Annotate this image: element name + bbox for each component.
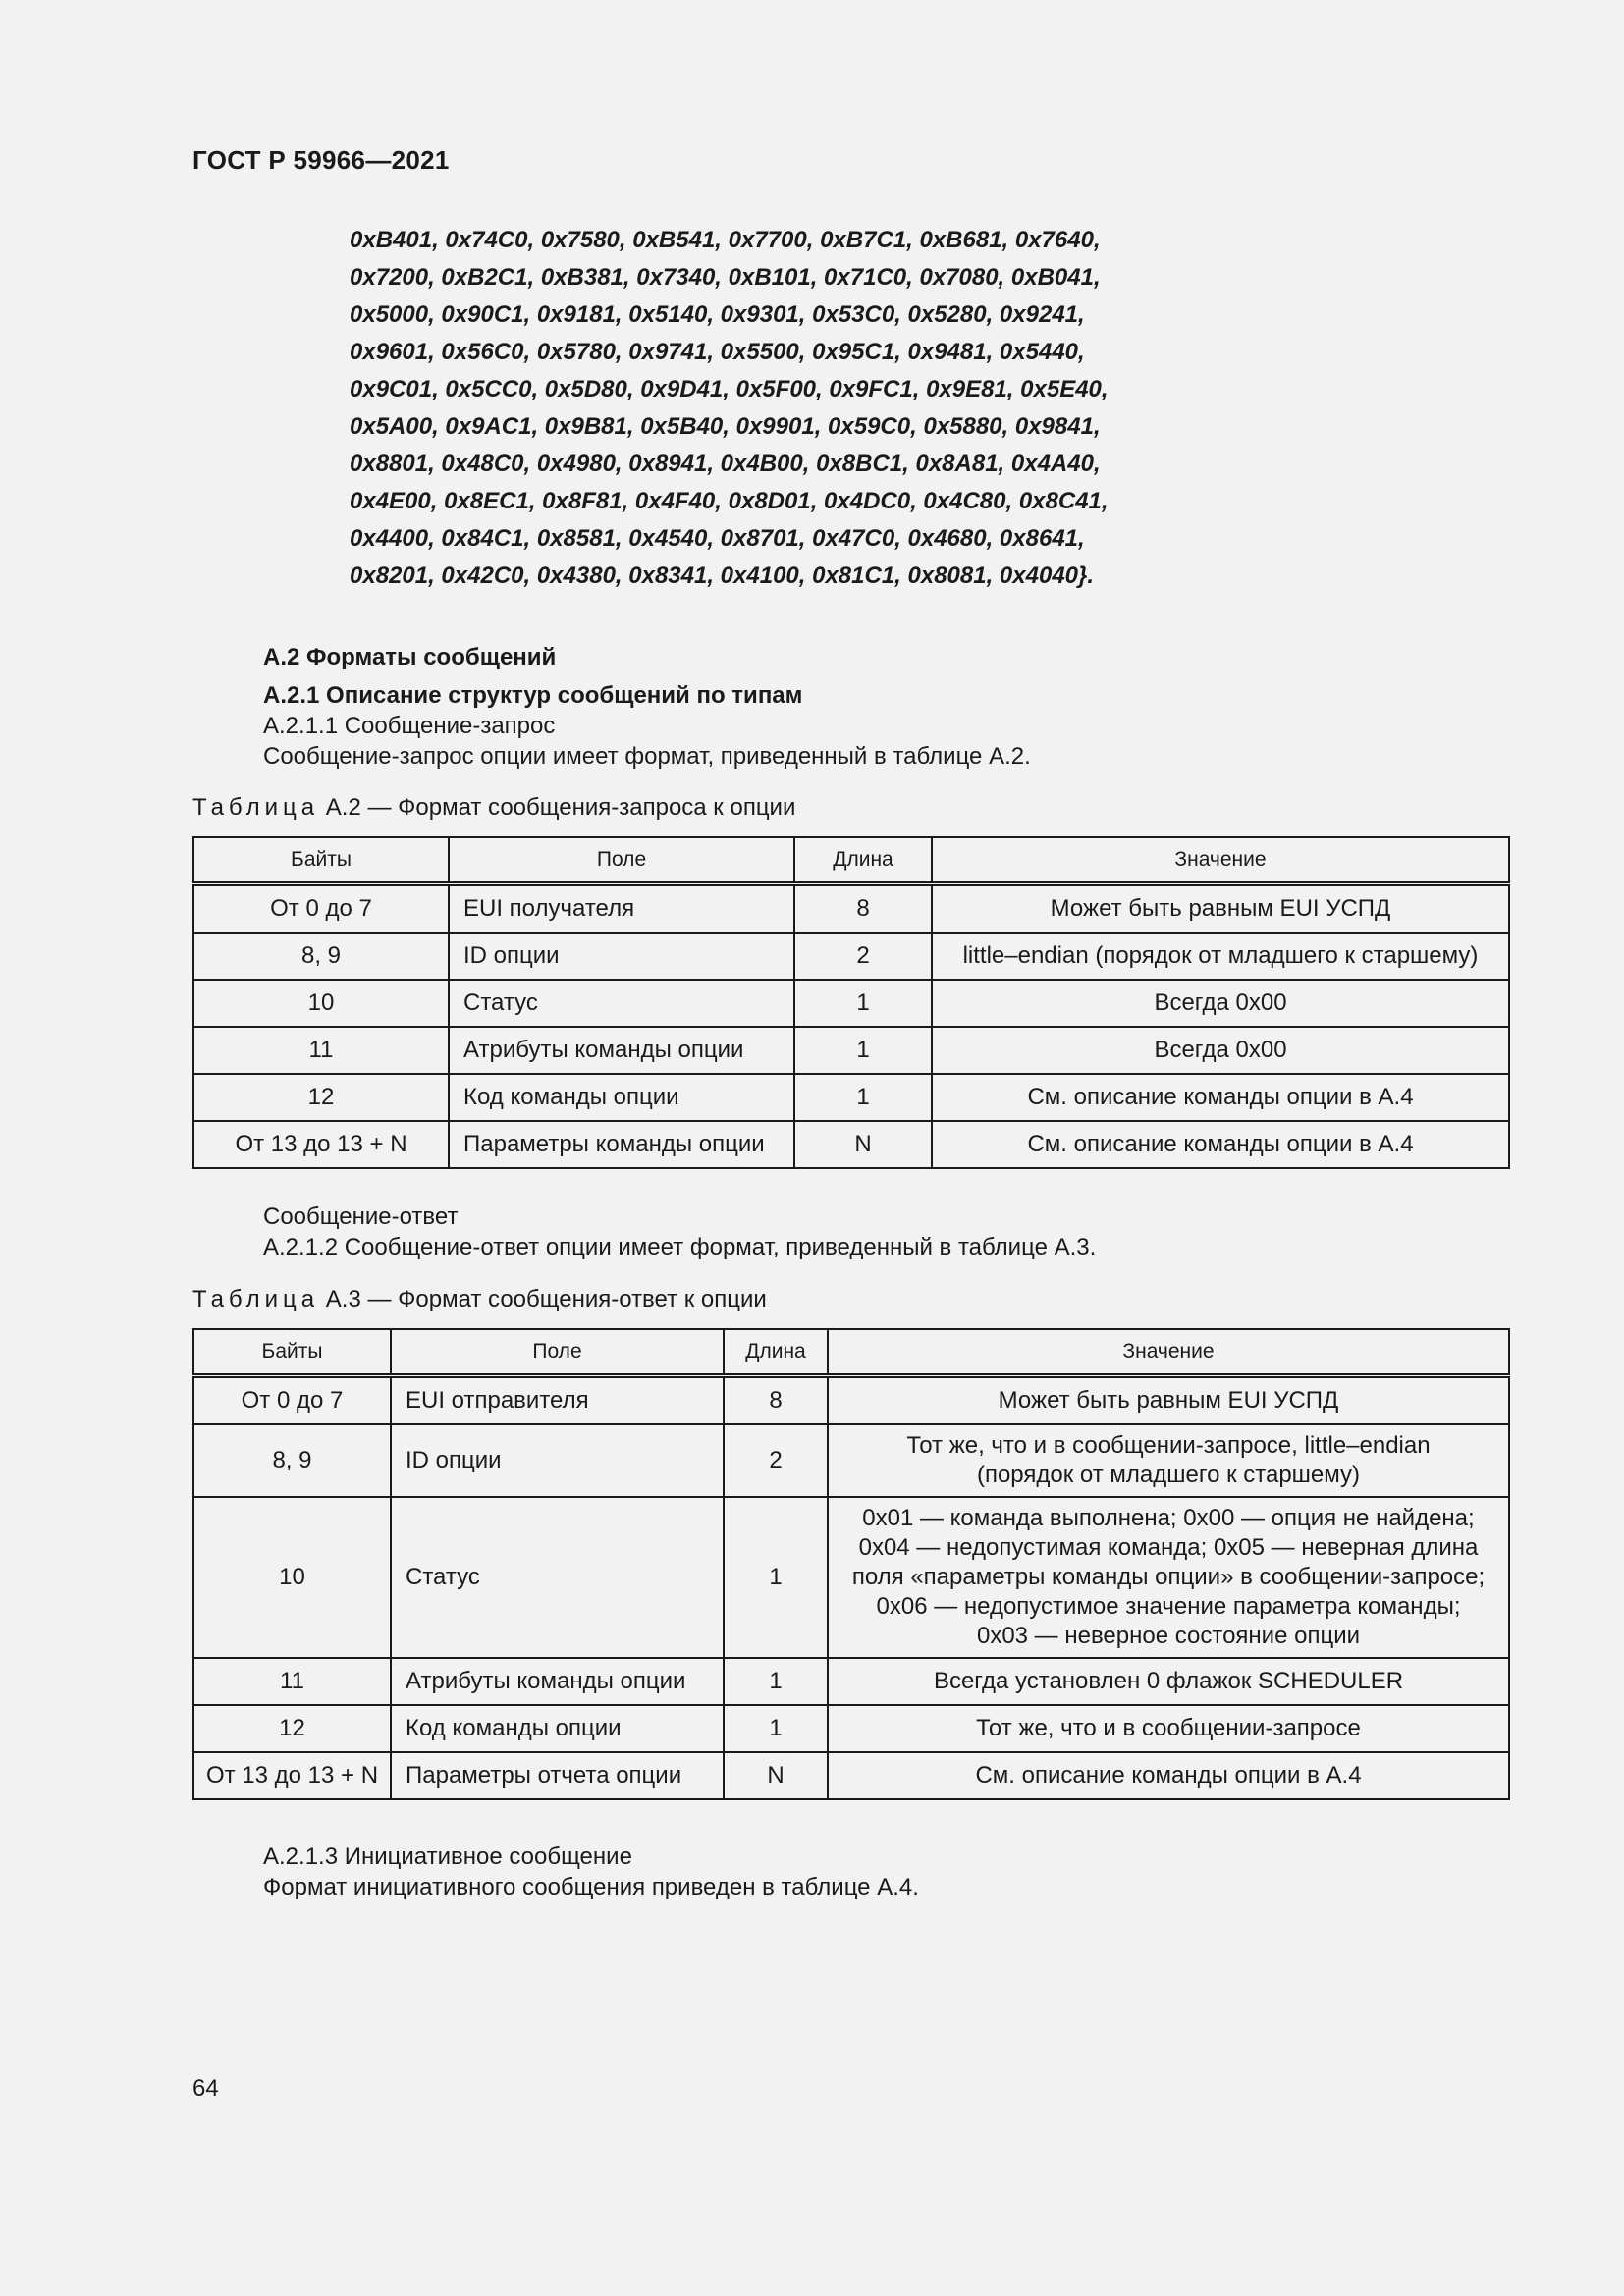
table-a2-caption-text: А.2 — Формат сообщения-запроса к опции [319,794,796,821]
cell-value: Может быть равным EUI УСПД [932,884,1509,934]
cell-value [828,1376,1509,1425]
cell-value-line: Всегда установлен 0 флажок SCHEDULER [933,1668,1404,1694]
table-row [193,1497,1509,1658]
table-row [193,1424,1509,1497]
table-a2-caption-prefix: Таблица [192,794,320,821]
cell-bytes: 8, 9 [193,1424,391,1497]
cell-field: Параметры отчета опции [391,1752,724,1799]
table-row [193,1705,1509,1752]
page-number: 64 [192,2075,219,2102]
cell-value-line: 0x03 — неверное состояние опции [976,1623,1361,1649]
cell-value [828,1658,1509,1705]
table-a3-header-field: Поле [391,1329,724,1376]
cell-field: Код команды опции [449,1074,794,1121]
table-a3-caption [192,1286,767,1313]
cell-length: 1 [794,980,932,1027]
table-row [193,1752,1509,1799]
table-a3-header-row [193,1329,1509,1376]
table-a2-header-bytes: Байты [193,837,449,884]
table-a2 [192,836,1510,1169]
cell-bytes: 10 [193,980,449,1027]
cell-value [828,1497,1509,1658]
table-a2-body [193,884,1509,1169]
cell-field: ID опции [391,1424,724,1497]
cell-field: Статус [449,980,794,1027]
table-row [193,1027,1509,1074]
table-row [193,1658,1509,1705]
cell-value: См. описание команды опции в А.4 [932,1074,1509,1121]
code-line: 0xB401, 0x74C0, 0x7580, 0xB541, 0x7700, 0xB7C1, 0xB681, 0x7640, [350,227,1101,253]
cell-value-line: 0x06 — недопустимое значение параметра команды; [876,1593,1461,1620]
cell-field: EUI получателя [449,884,794,934]
table-a3-caption-prefix: Таблица [192,1286,320,1312]
cell-length: 8 [794,884,932,934]
cell-value-line: Тот же, что и в сообщении-запросе [976,1715,1361,1741]
cell-length: 8 [724,1376,828,1425]
cell-value-line: Может быть равным EUI УСПД [998,1387,1339,1414]
code-line: 0x4E00, 0x8EC1, 0x8F81, 0x4F40, 0x8D01, 0x4DC0, 0x4C80, 0x8C41, [350,488,1109,514]
cell-field: Статус [391,1497,724,1658]
cell-length: 2 [724,1424,828,1497]
section-a211-item: А.2.1.1 Сообщение-запрос [263,713,556,739]
cell-value [828,1424,1509,1497]
table-a3-header-value: Значение [828,1329,1509,1376]
cell-length: 1 [794,1027,932,1074]
cell-length: N [794,1121,932,1168]
code-line: 0x7200, 0xB2C1, 0xB381, 0x7340, 0xB101, 0x71C0, 0x7080, 0xB041, [350,264,1101,291]
cell-value: Всегда 0x00 [932,1027,1509,1074]
cell-field: Атрибуты команды опции [391,1658,724,1705]
section-initiative-item: А.2.1.3 Инициативное сообщение [263,1843,632,1870]
cell-bytes: 8, 9 [193,933,449,980]
cell-field: Код команды опции [391,1705,724,1752]
section-initiative [263,1842,919,1902]
code-line: 0x5000, 0x90C1, 0x9181, 0x5140, 0x9301, 0x53C0, 0x5280, 0x9241, [350,301,1085,328]
cell-field: Параметры команды опции [449,1121,794,1168]
cell-value [828,1752,1509,1799]
section-a21-heading: А.2.1 Описание структур сообщений по типам [263,682,803,709]
table-a3-caption-text: А.3 — Формат сообщения-ответ к опции [319,1286,767,1312]
section-a211-text: Сообщение-запрос опции имеет формат, приведенный в таблице А.2. [263,743,1031,770]
table-row [193,933,1509,980]
cell-value-line: (порядок от младшего к старшему) [976,1462,1361,1488]
cell-bytes: 11 [193,1027,449,1074]
code-line: 0x8201, 0x42C0, 0x4380, 0x8341, 0x4100, 0x81C1, 0x8081, 0x4040}. [350,562,1095,589]
code-line: 0x9C01, 0x5CC0, 0x5D80, 0x9D41, 0x5F00, 0x9FC1, 0x9E81, 0x5E40, [350,376,1109,402]
cell-field: ID опции [449,933,794,980]
cell-value: little–endian (порядок от младшего к старшему) [932,933,1509,980]
cell-bytes: 10 [193,1497,391,1658]
table-a2-header-length: Длина [794,837,932,884]
cell-length: 1 [724,1705,828,1752]
cell-field: Атрибуты команды опции [449,1027,794,1074]
code-line: 0x4400, 0x84C1, 0x8581, 0x4540, 0x8701, 0x47C0, 0x4680, 0x8641, [350,525,1085,552]
section-initiative-text: Формат инициативного сообщения приведен в таблице А.4. [263,1874,919,1900]
section-response-item: Сообщение-ответ [263,1203,459,1230]
cell-value-line: См. описание команды опции в А.4 [975,1762,1362,1789]
section-response-text: А.2.1.2 Сообщение-ответ опции имеет формат, приведенный в таблице А.3. [263,1234,1097,1260]
cell-bytes: 12 [193,1705,391,1752]
cell-bytes: От 13 до 13 + N [193,1121,449,1168]
cell-bytes: От 0 до 7 [193,884,449,934]
table-a2-header-row [193,837,1509,884]
table-a3-header-length: Длина [724,1329,828,1376]
table-row [193,884,1509,934]
code-block [350,222,1109,595]
table-row [193,1121,1509,1168]
table-row [193,1074,1509,1121]
cell-value-line: 0x01 — команда выполнена; 0x00 — опция не найдена; [862,1505,1475,1531]
cell-bytes: 12 [193,1074,449,1121]
cell-value [828,1705,1509,1752]
table-row [193,980,1509,1027]
code-line: 0x5A00, 0x9AC1, 0x9B81, 0x5B40, 0x9901, 0x59C0, 0x5880, 0x9841, [350,413,1101,440]
cell-bytes: От 0 до 7 [193,1376,391,1425]
cell-value-line: поля «параметры команды опции» в сообщении-запросе; [851,1564,1486,1590]
table-a2-caption [192,794,795,822]
table-a3 [192,1328,1510,1800]
cell-value: Всегда 0x00 [932,980,1509,1027]
table-a2-header-field: Поле [449,837,794,884]
cell-value-line: 0x04 — недопустимая команда; 0x05 — неверная длина [858,1534,1479,1561]
cell-length: 1 [724,1658,828,1705]
table-a2-header-value: Значение [932,837,1509,884]
cell-length: 1 [724,1497,828,1658]
page-header: ГОСТ Р 59966—2021 [192,145,450,175]
cell-length: N [724,1752,828,1799]
section-a2 [263,642,1031,772]
code-line: 0x9601, 0x56C0, 0x5780, 0x9741, 0x5500, 0x95C1, 0x9481, 0x5440, [350,339,1085,365]
table-a3-body [193,1376,1509,1800]
cell-length: 2 [794,933,932,980]
cell-field: EUI отправителя [391,1376,724,1425]
cell-value-line: Тот же, что и в сообщении-запросе, little–endian [906,1432,1431,1459]
cell-value: См. описание команды опции в А.4 [932,1121,1509,1168]
code-line: 0x8801, 0x48C0, 0x4980, 0x8941, 0x4B00, 0x8BC1, 0x8A81, 0x4A40, [350,451,1101,477]
table-a3-header-bytes: Байты [193,1329,391,1376]
cell-bytes: 11 [193,1658,391,1705]
section-response [263,1201,1096,1262]
cell-bytes: От 13 до 13 + N [193,1752,391,1799]
section-a2-heading: А.2 Форматы сообщений [263,644,557,670]
table-row [193,1376,1509,1425]
cell-length: 1 [794,1074,932,1121]
